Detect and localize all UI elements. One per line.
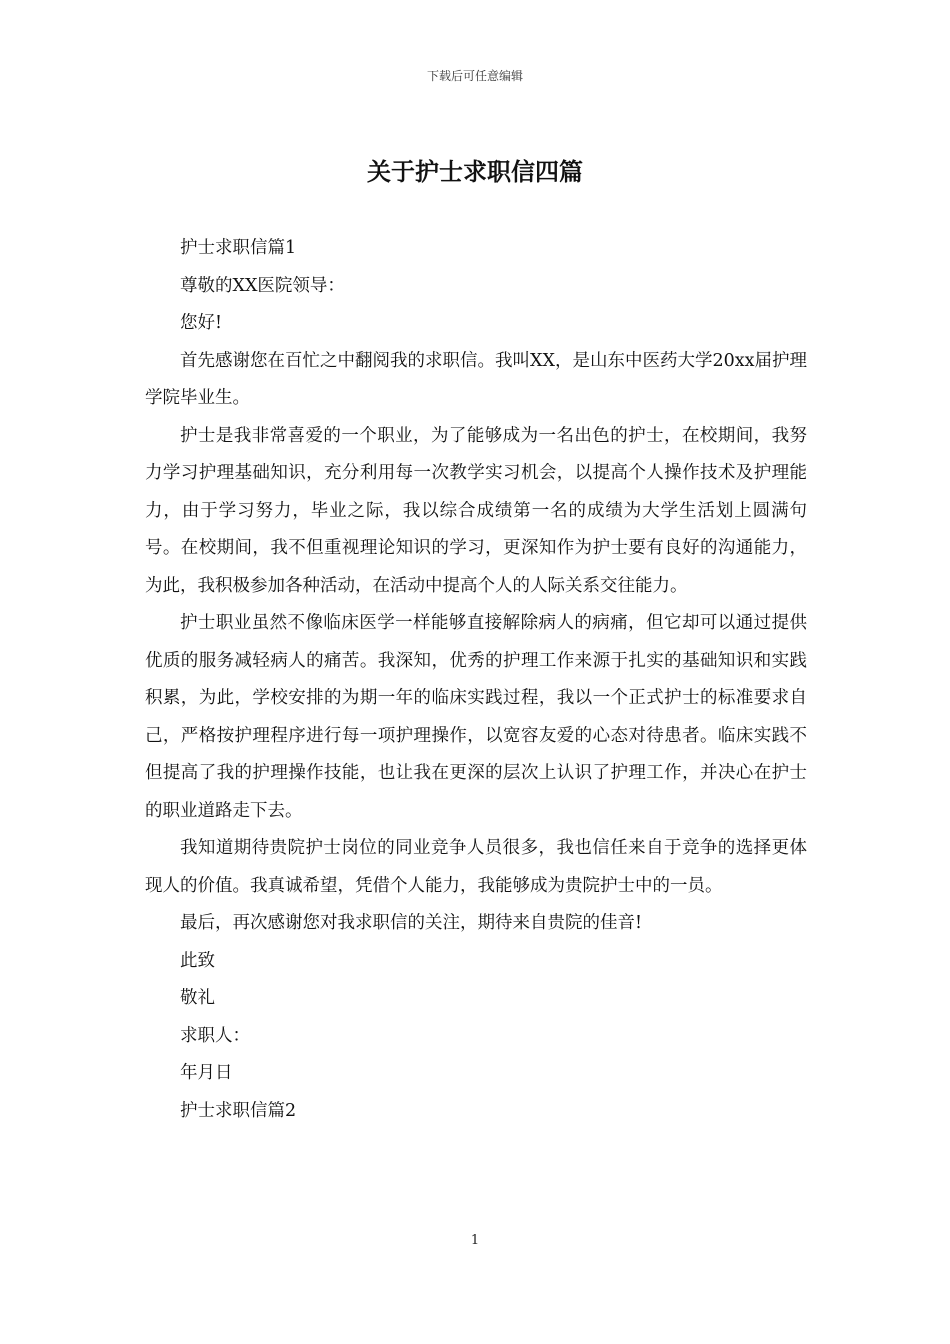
salutation: 尊敬的XX医院领导： [180, 275, 345, 296]
document-body [145, 230, 807, 1130]
section-heading-1: 护士求职信篇1 [180, 238, 297, 258]
section-heading-2: 护士求职信篇2 [180, 1100, 297, 1121]
paragraph-practice: 护士职业虽然不像临床医学一样能够直接解除病人的病痛，但它却可以通过提供优质的服务减轻病人的痛苦。我深知，优秀的护理工作来源于扎实的基础知识和实践积累，为此，学校安排的为期一年的临床实践过程，我以一个正式护士的标准要求自己，严格按护理程序进行每一项护理操作，以宽容友爱的心态对待患者。临床实践不但提高了我的护理操作技能，也让我在更深的层次上认识了护理工作，并决心在护士的职业道路走下去。 [145, 613, 807, 821]
document-title: 关于护士求职信四篇 [367, 157, 583, 186]
signature-label: 求职人： [180, 1025, 250, 1046]
paragraph-thanks: 最后，再次感谢您对我求职信的关注，期待来自贵院的佳音! [180, 913, 643, 933]
page-number: 1 [470, 1233, 480, 1248]
paragraph-study: 护士是我非常喜爱的一个职业，为了能够成为一名出色的护士，在校期间，我努力学习护理基础知识，充分利用每一次教学实习机会，以提高个人操作技术及护理能力，由于学习努力，毕业之际，我以综合成绩第一名的成绩为大学生活划上圆满句号。在校期间，我不但重视理论知识的学习，更深知作为护士要有良好的沟通能力，为此，我积极参加各种活动，在活动中提高个人的人际关系交往能力。 [145, 425, 807, 596]
paragraph-intro: 首先感谢您在百忙之中翻阅我的求职信。我叫XX，是山东中医药大学20xx届护理学院毕业生。 [145, 350, 807, 408]
closing-line-1: 此致 [180, 950, 215, 971]
closing-line-2: 敬礼 [180, 988, 215, 1008]
date-label: 年月日 [180, 1063, 233, 1083]
paragraph-hope: 我知道期待贵院护士岗位的同业竞争人员很多，我也信任来自于竞争的选择更体现人的价值。我真诚希望，凭借个人能力，我能够成为贵院护士中的一员。 [145, 838, 807, 896]
header-note: 下载后可任意编辑 [426, 69, 523, 83]
greeting: 您好! [180, 313, 223, 333]
